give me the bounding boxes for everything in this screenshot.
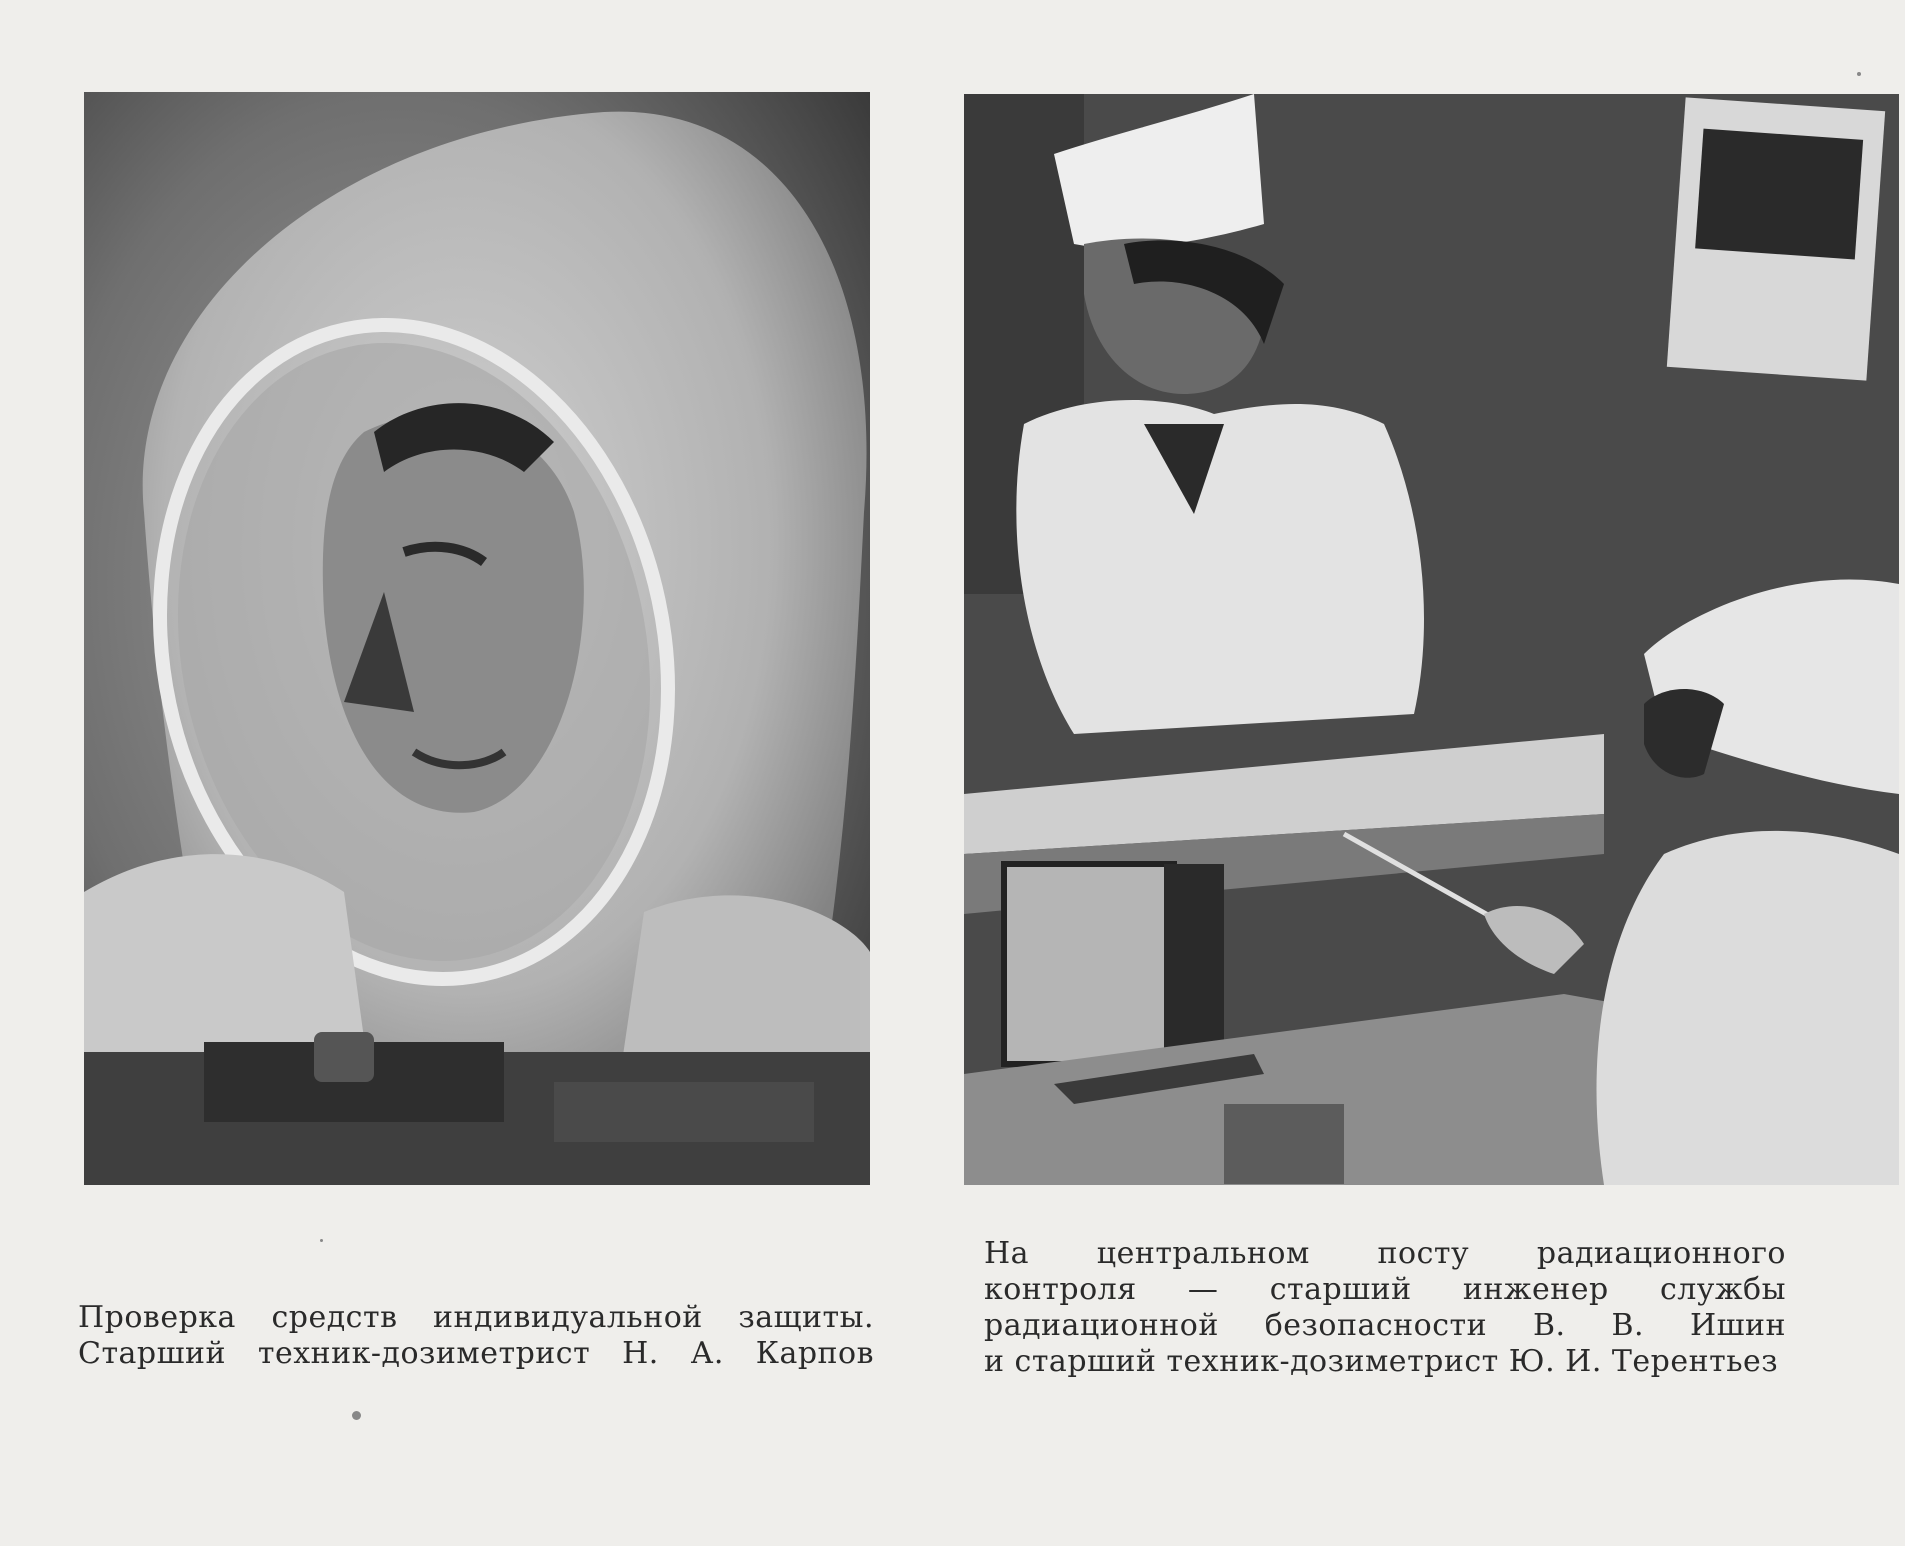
photo-protective-hood [84, 92, 870, 1185]
caption-right-line: контроля — старший инженер службы [984, 1272, 1786, 1307]
caption-left-line: Проверка средств индивидуальной защиты. [78, 1300, 874, 1335]
paper-speck [352, 1411, 361, 1420]
photo-radiation-control-post [964, 94, 1899, 1185]
paper-speck [1857, 72, 1861, 76]
caption-right-line: На центральном посту радиационного [984, 1236, 1786, 1271]
caption-right [984, 1236, 1786, 1380]
caption-left-line: Старший техник-дозиметрист Н. А. Карпов [78, 1336, 874, 1371]
caption-right-line: радиационной безопасности В. В. Ишин [984, 1308, 1786, 1343]
caption-left [78, 1300, 874, 1372]
caption-right-line: и старший техник-дозиметрист Ю. И. Терентьез [984, 1344, 1779, 1379]
paper-speck [320, 1239, 323, 1242]
